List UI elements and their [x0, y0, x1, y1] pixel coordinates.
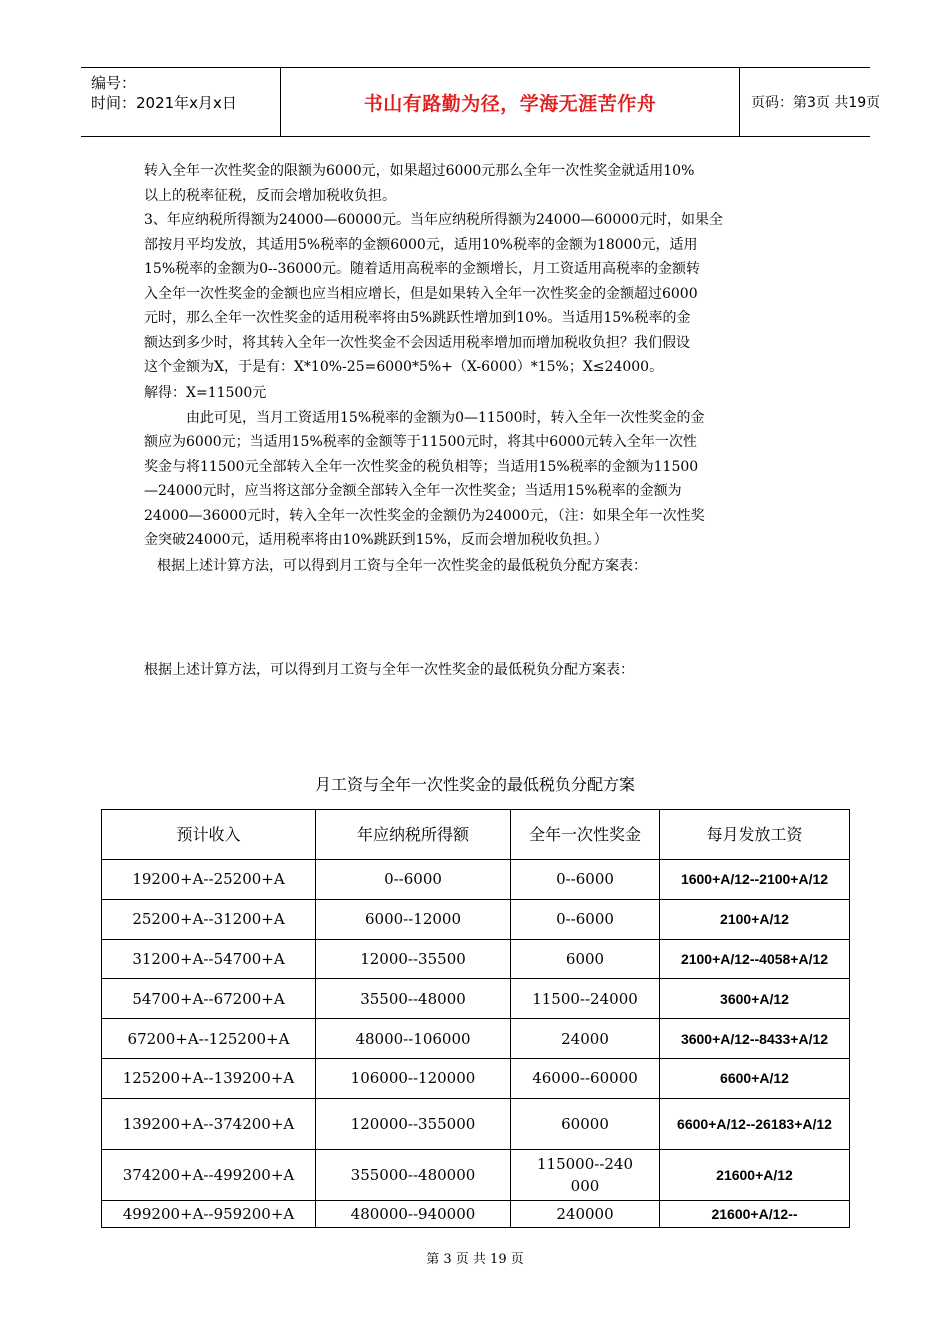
- table-cell: 106000--120000: [316, 1058, 511, 1098]
- body-line: 以上的税率征税，反而会增加税收负担。: [144, 187, 396, 204]
- table-title: 月工资与全年一次性奖金的最低税负分配方案: [314, 775, 635, 794]
- table-cell: 31200+A--54700+A: [102, 939, 316, 979]
- page-header: [81, 67, 881, 137]
- body-line: 根据上述计算方法，可以得到月工资与全年一次性奖金的最低税负分配方案表：: [144, 662, 634, 678]
- header-meta: [81, 68, 281, 136]
- table-row: [102, 860, 850, 900]
- table-cell: 25200+A--31200+A: [102, 899, 316, 939]
- body-line: 金突破24000元，适用税率将由10%跳跃到15%，反而会增加税收负担。）: [144, 532, 608, 548]
- body-line: 元时，那么全年一次性奖金的适用税率将由5%跳跃性增加到10%。当适用15%税率的金: [144, 310, 691, 326]
- table-cell: 21600+A/12--: [660, 1200, 850, 1227]
- header-motto-cell: [280, 68, 740, 136]
- body-line: 24000—36000元时，转入全年一次性奖金的金额仍为24000元，（注：如果全年一次性奖: [144, 507, 705, 524]
- table-cell: 480000--940000: [316, 1200, 511, 1227]
- page-footer: 第 3 页 共 19 页: [426, 1252, 524, 1267]
- tax-allocation-table: [101, 809, 850, 1228]
- table-cell: 21600+A/12: [660, 1149, 850, 1200]
- body-line: 额达到多少时，将其转入全年一次性奖金不会因适用税率增加而增加税收负担？我们假设: [144, 334, 690, 351]
- table-cell: 355000--480000: [316, 1149, 511, 1200]
- table-cell: 6000--12000: [316, 899, 511, 939]
- table-cell: 3600+A/12--8433+A/12: [660, 1019, 850, 1059]
- table-row: [102, 1019, 850, 1059]
- table-row: [102, 1200, 850, 1227]
- table-cell: 24000: [511, 1019, 660, 1059]
- table-cell: 2100+A/12--4058+A/12: [660, 939, 850, 979]
- body-line: —24000元时，应当将这部分金额全部转入全年一次性奖金；当适用15%税率的金额为: [144, 483, 682, 499]
- table-cell: 0--6000: [511, 860, 660, 900]
- table-row: [102, 939, 850, 979]
- table-cell: 60000: [511, 1098, 660, 1149]
- table-cell: 3600+A/12: [660, 979, 850, 1019]
- table-row: [102, 1098, 850, 1149]
- table-cell: 240000: [511, 1200, 660, 1227]
- table-row: [102, 899, 850, 939]
- table-header-row: [102, 810, 850, 860]
- table-row: [102, 1058, 850, 1098]
- document-number: 编号：: [91, 74, 137, 92]
- body-line: 根据上述计算方法，可以得到月工资与全年一次性奖金的最低税负分配方案表：: [157, 558, 647, 574]
- body-line: 转入全年一次性奖金的限额为6000元，如果超过6000元那么全年一次性奖金就适用10%: [144, 163, 695, 179]
- table-cell: 12000--35500: [316, 939, 511, 979]
- column-header: 每月发放工资: [660, 810, 850, 860]
- body-line: 额应为6000元；当适用15%税率的金额等于11500元时，将其中6000元转入全年一次性: [144, 434, 697, 450]
- document-date: 时间：2021年x月x日: [91, 94, 237, 112]
- table-cell: 115000--240000: [511, 1149, 660, 1200]
- table-cell: 67200+A--125200+A: [102, 1019, 316, 1059]
- table-cell: 19200+A--25200+A: [102, 860, 316, 900]
- table-cell: 499200+A--959200+A: [102, 1200, 316, 1227]
- table-cell: 6600+A/12: [660, 1058, 850, 1098]
- table-cell: 2100+A/12: [660, 899, 850, 939]
- table-cell: 11500--24000: [511, 979, 660, 1019]
- body-line: 部按月平均发放，其适用5%税率的金额6000元，适用10%税率的金额为18000元，适用: [144, 236, 698, 253]
- table-cell: 46000--60000: [511, 1058, 660, 1098]
- column-header: 预计收入: [102, 810, 316, 860]
- table-cell: 54700+A--67200+A: [102, 979, 316, 1019]
- header-page-number: 页码：第3页 共19页: [751, 95, 881, 111]
- motto: 书山有路勤为径，学海无涯苦作舟: [363, 92, 657, 115]
- body-line: 解得：X=11500元: [144, 385, 267, 401]
- table-cell: 0--6000: [511, 899, 660, 939]
- column-header: 年应纳税所得额: [316, 810, 511, 860]
- table-cell: 374200+A--499200+A: [102, 1149, 316, 1200]
- body-line: 这个金额为X，于是有：X*10%-25=6000*5%+（X-6000）*15%；X≤24000。: [144, 359, 664, 375]
- body-line: 由此可见，当月工资适用15%税率的金额为0—11500时，转入全年一次性奖金的金: [186, 409, 705, 426]
- body-line: 入全年一次性奖金的金额也应当相应增长，但是如果转入全年一次性奖金的金额超过6000: [144, 285, 698, 302]
- column-header: 全年一次性奖金: [511, 810, 660, 860]
- body-line: 奖金与将11500元全部转入全年一次性奖金的税负相等；当适用15%税率的金额为11500: [144, 458, 699, 475]
- table-cell: 48000--106000: [316, 1019, 511, 1059]
- table-row: [102, 1149, 850, 1200]
- table-cell: 6600+A/12--26183+A/12: [660, 1098, 850, 1149]
- table-cell: 125200+A--139200+A: [102, 1058, 316, 1098]
- table-cell: 6000: [511, 939, 660, 979]
- table-row: [102, 979, 850, 1019]
- table-cell: 1600+A/12--2100+A/12: [660, 860, 850, 900]
- body-line: 3、年应纳税所得额为24000—60000元。当年应纳税所得额为24000—60000元时，如果全: [144, 212, 724, 228]
- table-cell: 139200+A--374200+A: [102, 1098, 316, 1149]
- table-cell: 35500--48000: [316, 979, 511, 1019]
- table-cell: 120000--355000: [316, 1098, 511, 1149]
- body-line: 15%税率的金额为0--36000元。随着适用高税率的金额增长，月工资适用高税率的金额转: [144, 261, 701, 277]
- table-cell: 0--6000: [316, 860, 511, 900]
